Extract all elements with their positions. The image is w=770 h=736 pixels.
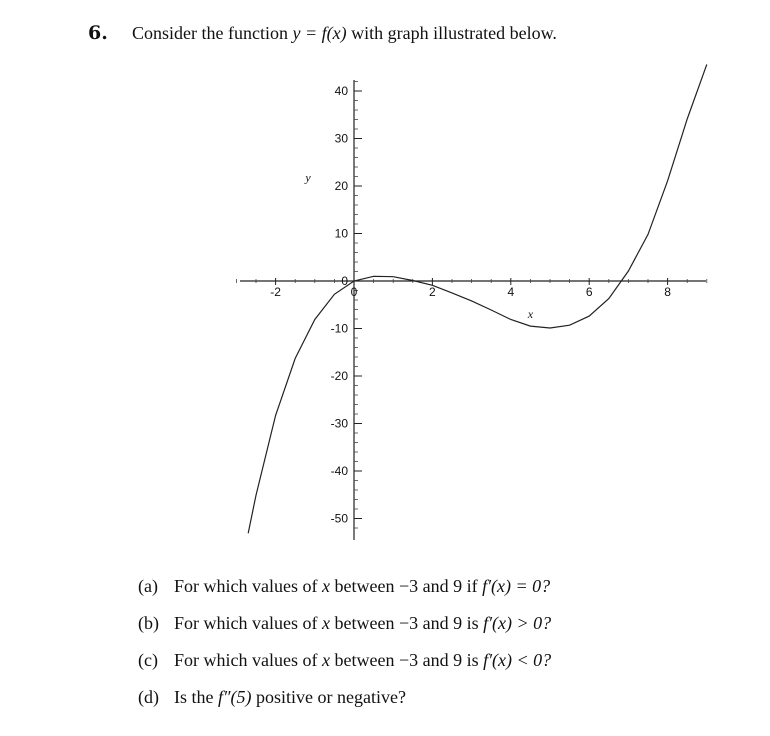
part-c-var: x bbox=[321, 650, 330, 670]
y-axis-label: y bbox=[305, 170, 311, 185]
part-a-label: (a) bbox=[138, 576, 158, 596]
y-tick-label: 10 bbox=[334, 226, 348, 241]
x-tick-label: 0 bbox=[350, 285, 358, 299]
part-d bbox=[138, 687, 406, 708]
part-c-label: (c) bbox=[138, 650, 158, 670]
part-c-prefix: For which values of bbox=[174, 650, 322, 670]
stem-prefix: Consider the function bbox=[132, 23, 293, 43]
part-b bbox=[138, 613, 551, 634]
part-a-suffix: between −3 and 9 if bbox=[329, 576, 483, 596]
x-tick-label: 8 bbox=[664, 285, 671, 299]
part-c bbox=[138, 650, 551, 671]
stem-suffix: with graph illustrated below. bbox=[346, 23, 557, 43]
part-d-label: (d) bbox=[138, 687, 159, 707]
series-line bbox=[248, 64, 707, 533]
part-d-suffix: positive or negative? bbox=[251, 687, 406, 707]
y-tick-label: 0 bbox=[341, 274, 348, 288]
x-axis-label: x bbox=[527, 307, 534, 321]
question-number: 6. bbox=[88, 22, 108, 44]
part-d-var: f″(5) bbox=[218, 687, 252, 707]
x-tick-label: -2 bbox=[270, 285, 281, 299]
part-d-prefix: Is the bbox=[174, 687, 218, 707]
x-tick-label: 4 bbox=[507, 285, 515, 299]
part-b-var: x bbox=[321, 613, 330, 633]
y-tick-label: -50 bbox=[330, 511, 348, 526]
part-a-var: x bbox=[321, 576, 330, 596]
x-tick-label: 2 bbox=[429, 285, 436, 299]
part-a bbox=[138, 576, 550, 597]
x-tick-label: 6 bbox=[585, 285, 593, 299]
y-tick-label: 40 bbox=[334, 84, 348, 98]
y-tick-label: -40 bbox=[330, 464, 348, 478]
part-b-prefix: For which values of bbox=[174, 613, 322, 633]
y-tick-label: 30 bbox=[334, 131, 348, 146]
part-b-math: f′(x) > 0? bbox=[483, 613, 552, 633]
y-tick-label: -30 bbox=[330, 416, 348, 431]
part-a-prefix: For which values of bbox=[174, 576, 322, 596]
y-tick-label: -20 bbox=[330, 369, 348, 383]
part-b-label: (b) bbox=[138, 613, 159, 633]
part-b-suffix: between −3 and 9 is bbox=[329, 613, 484, 633]
part-a-math: f′(x) = 0? bbox=[482, 576, 551, 596]
stem-math: y = f(x) bbox=[292, 23, 347, 43]
part-c-suffix: between −3 and 9 is bbox=[329, 650, 484, 670]
y-tick-label: -10 bbox=[330, 321, 348, 336]
part-c-math: f′(x) < 0? bbox=[483, 650, 552, 670]
y-tick-label: 20 bbox=[334, 179, 348, 193]
